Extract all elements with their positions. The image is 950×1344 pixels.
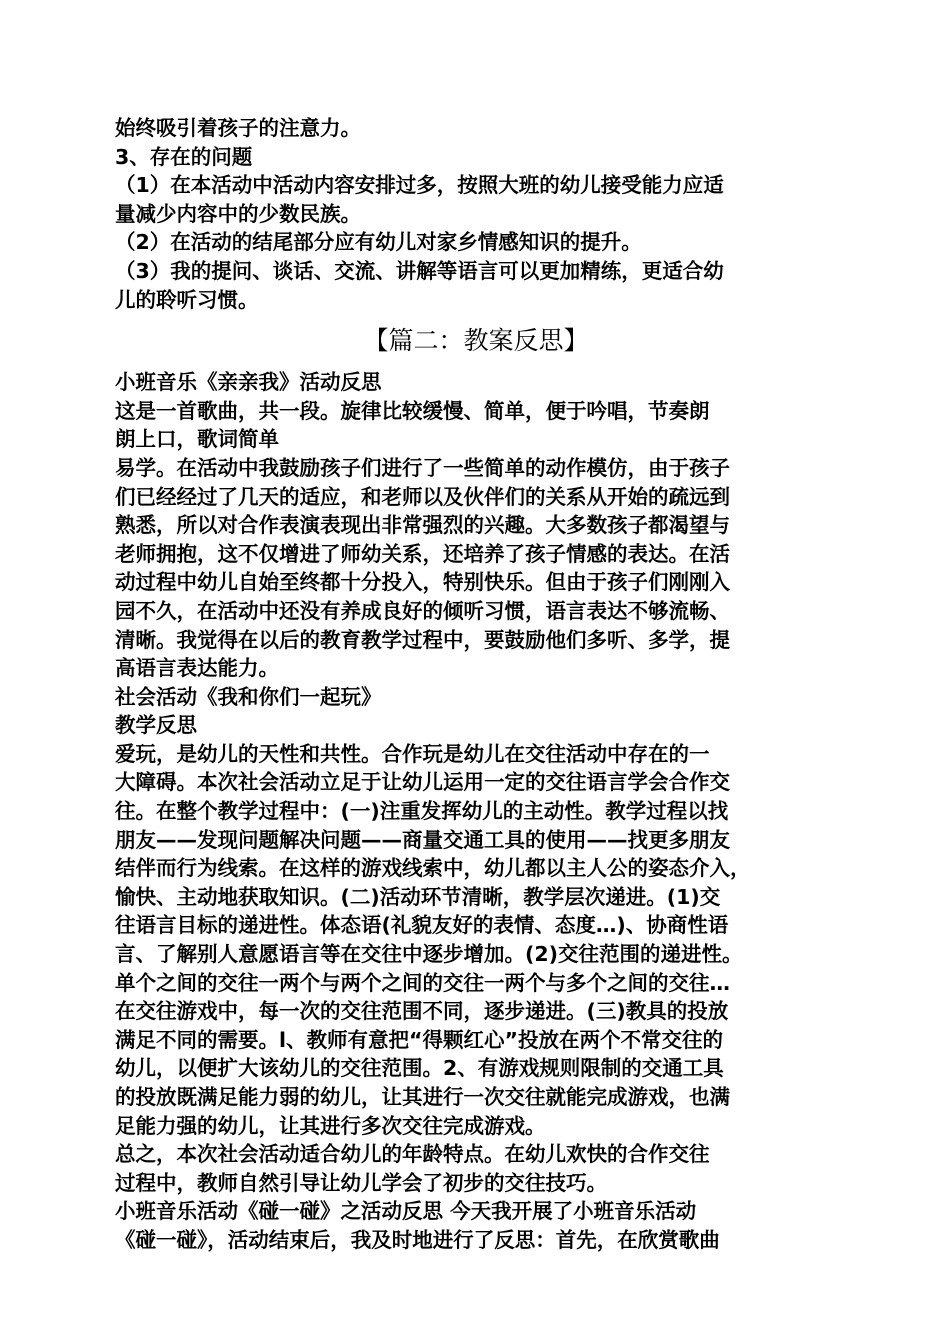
- document-page: [115, 114, 837, 1255]
- text-line: 老师拥抱，这不仅增进了师幼关系，还培养了孩子情感的表达。在活: [115, 541, 730, 566]
- text-line: 熟悉，所以对合作表演表现出非常强烈的兴趣。大多数孩子都渴望与: [115, 513, 730, 538]
- intro-block: [115, 114, 837, 314]
- text-line: 量减少内容中的少数民族。: [115, 201, 361, 226]
- text-line: 儿的聆听习惯。: [115, 287, 259, 312]
- text-line: 往。在整个教学过程中：(一)注重发挥幼儿的主动性。教学过程以找: [115, 799, 729, 824]
- text-line: 在交往游戏中，每一次的交往范围不同，逐步递进。(三)教具的投放: [115, 999, 729, 1024]
- text-line: 高语言表达能力。: [115, 656, 279, 681]
- text-line: 幼儿，以便扩大该幼儿的交往范围。2、有游戏规则限制的交通工具: [115, 1056, 724, 1081]
- text-line: 的投放既满足能力弱的幼儿，让其进行一次交往就能完成游戏，也满: [115, 1085, 730, 1109]
- text-line: 小班音乐活动《碰一碰》之活动反思 今天我开展了小班音乐活动: [115, 1199, 697, 1224]
- text-line: 满足不同的需要。l、教师有意把“得颗红心”投放在两个不常交往的: [115, 1027, 723, 1052]
- text-line: 《碰一碰》，活动结束后，我及时地进行了反思：首先，在欣赏歌曲: [115, 1227, 720, 1252]
- body-block: [115, 368, 837, 1254]
- text-line: （3）我的提问、谈话、交流、讲解等语言可以更加精练，更适合幼: [115, 258, 724, 283]
- text-line: 往语言目标的递进性。体态语(礼貌友好的表情、态度…)、协商性语: [115, 913, 729, 938]
- text-line: 朋友——发现问题解决问题——商量交通工具的使用——找更多朋友: [115, 827, 730, 852]
- text-line: 朗上口，歌词简单: [115, 427, 279, 452]
- text-line: 足能力强的幼儿，让其进行多次交往完成游戏。: [115, 1113, 546, 1138]
- text-line: 始终吸引着孩子的注意力。: [115, 116, 361, 140]
- text-line: 愉快、主动地获取知识。(二)活动环节清晰，教学层次递进。(1)交: [115, 884, 721, 909]
- text-line: 3、存在的问题: [115, 144, 253, 169]
- text-line: 过程中，教师自然引导让幼儿学会了初步的交往技巧。: [115, 1170, 607, 1195]
- text-line: （1）在本活动中活动内容安排过多，按照大班的幼儿接受能力应适: [115, 173, 724, 198]
- text-line: 动过程中幼儿自始至终都十分投入，特别快乐。但由于孩子们刚刚入: [115, 570, 730, 595]
- text-line: 教学反思: [115, 713, 197, 738]
- text-line: 这是一首歌曲，共一段。旋律比较缓慢、简单，便于吟唱，节奏朗: [115, 398, 710, 423]
- text-line: 清晰。我觉得在以后的教育教学过程中，要鼓励他们多听、多学，提: [115, 627, 730, 652]
- text-line: 爱玩，是幼儿的天性和共性。合作玩是幼儿在交往活动中存在的一: [115, 741, 710, 766]
- text-line: 小班音乐《亲亲我》活动反思: [115, 370, 382, 395]
- text-line: 园不久，在活动中还没有养成良好的倾听习惯，语言表达不够流畅、: [115, 598, 730, 623]
- text-line: 社会活动《我和你们一起玩》: [115, 684, 382, 709]
- section-title: 【篇二：教案反思】: [363, 326, 589, 356]
- text-line: 言、了解别人意愿语言等在交往中逐步增加。(2)交往范围的递进性。: [115, 942, 743, 967]
- text-line: 大障碍。本次社会活动立足于让幼儿运用一定的交往语言学会合作交: [115, 770, 730, 795]
- text-line: 单个之间的交往一两个与两个之间的交往一两个与多个之间的交往…: [115, 970, 730, 995]
- text-line: 总之，本次社会活动适合幼儿的年龄特点。在幼儿欢快的合作交往: [115, 1142, 710, 1167]
- text-line: 易学。在活动中我鼓励孩子们进行了一些简单的动作模仿，由于孩子: [115, 455, 730, 480]
- text-line: 们已经经过了几天的适应，和老师以及伙伴们的关系从开始的疏远到: [115, 484, 730, 509]
- text-line: 结伴而行为线索。在这样的游戏线索中，幼儿都以主人公的姿态介入，: [115, 856, 751, 881]
- text-line: （2）在活动的结尾部分应有幼儿对家乡情感知识的提升。: [115, 230, 642, 255]
